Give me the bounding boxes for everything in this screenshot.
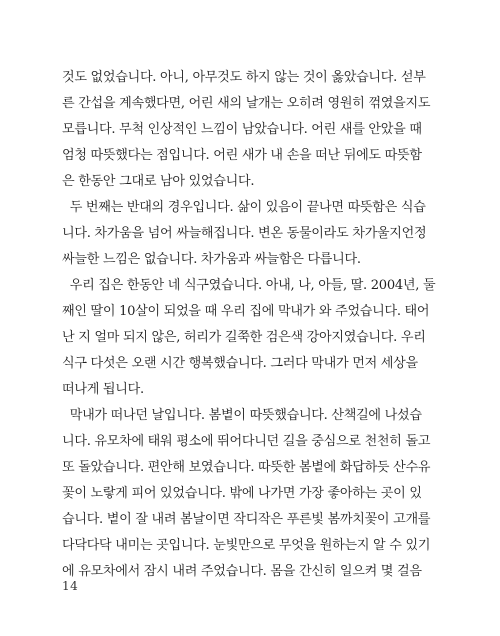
text-line: 것도 없었습니다. 아니, 아무것도 하지 않는 것이 옳았습니다. 섣부 [62,70,426,85]
text-line: 모릅니다. 무척 인상적인 느낌이 남았습니다. 어린 새를 안았을 때 [62,122,422,137]
text-line: 니다. 유모차에 태워 평소에 뛰어다니던 길을 중심으로 천천히 돌고 [62,434,431,449]
text-line: 습니다. 볕이 잘 내려 봄날이면 작디작은 푸른빛 봄까치꽃이 고개를 [62,512,431,527]
text-line: 또 돌았습니다. 편안해 보였습니다. 따뜻한 봄볕에 화답하듯 산수유 [62,460,431,475]
text-line: 난 지 얼마 되지 않은, 허리가 길쭉한 검은색 강아지였습니다. 우리 [62,330,426,345]
text-line: 니다. 차가움을 넘어 싸늘해집니다. 변온 동물이라도 차가울지언정 [62,226,427,241]
text-line: 꽃이 노랗게 피어 있었습니다. 밖에 나가면 가장 좋아하는 곳이 있 [62,486,422,501]
text-line: 엄청 따뜻했다는 점입니다. 어린 새가 내 손을 떠난 뒤에도 따뜻함 [62,148,422,163]
text-line: 두 번째는 반대의 경우입니다. 삶이 있음이 끝나면 따뜻함은 식습 [62,200,426,215]
text-line: 은 한동안 그대로 남아 있었습니다. [62,174,255,189]
text-line: 째인 딸이 10살이 되었을 때 우리 집에 막내가 와 주었습니다. 태어 [62,304,430,319]
text-line: 싸늘한 느낌은 없습니다. 차가움과 싸늘함은 다릅니다. [62,252,361,267]
text-line: 다닥다닥 내미는 곳입니다. 눈빛만으로 무엇을 원하는지 알 수 있기 [62,538,431,553]
text-line: 막내가 떠나던 날입니다. 봄볕이 따뜻했습니다. 산책길에 나섰습 [62,408,422,423]
body-text [62,65,440,585]
text-line: 우리 집은 한동안 네 식구였습니다. 아내, 나, 아들, 딸. 2004년, 둘 [62,278,436,293]
text-line: 에 유모차에서 잠시 내려 주었습니다. 몸을 간신히 일으켜 몇 걸음 [62,564,422,579]
text-line: 른 간섭을 계속했다면, 어린 새의 날개는 오히려 영원히 꺾였을지도 [62,96,431,111]
text-line: 떠나게 됩니다. [62,382,144,397]
text-line: 식구 다섯은 오랜 시간 행복했습니다. 그러다 막내가 먼저 세상을 [62,356,418,371]
page-number: 14 [62,579,79,593]
